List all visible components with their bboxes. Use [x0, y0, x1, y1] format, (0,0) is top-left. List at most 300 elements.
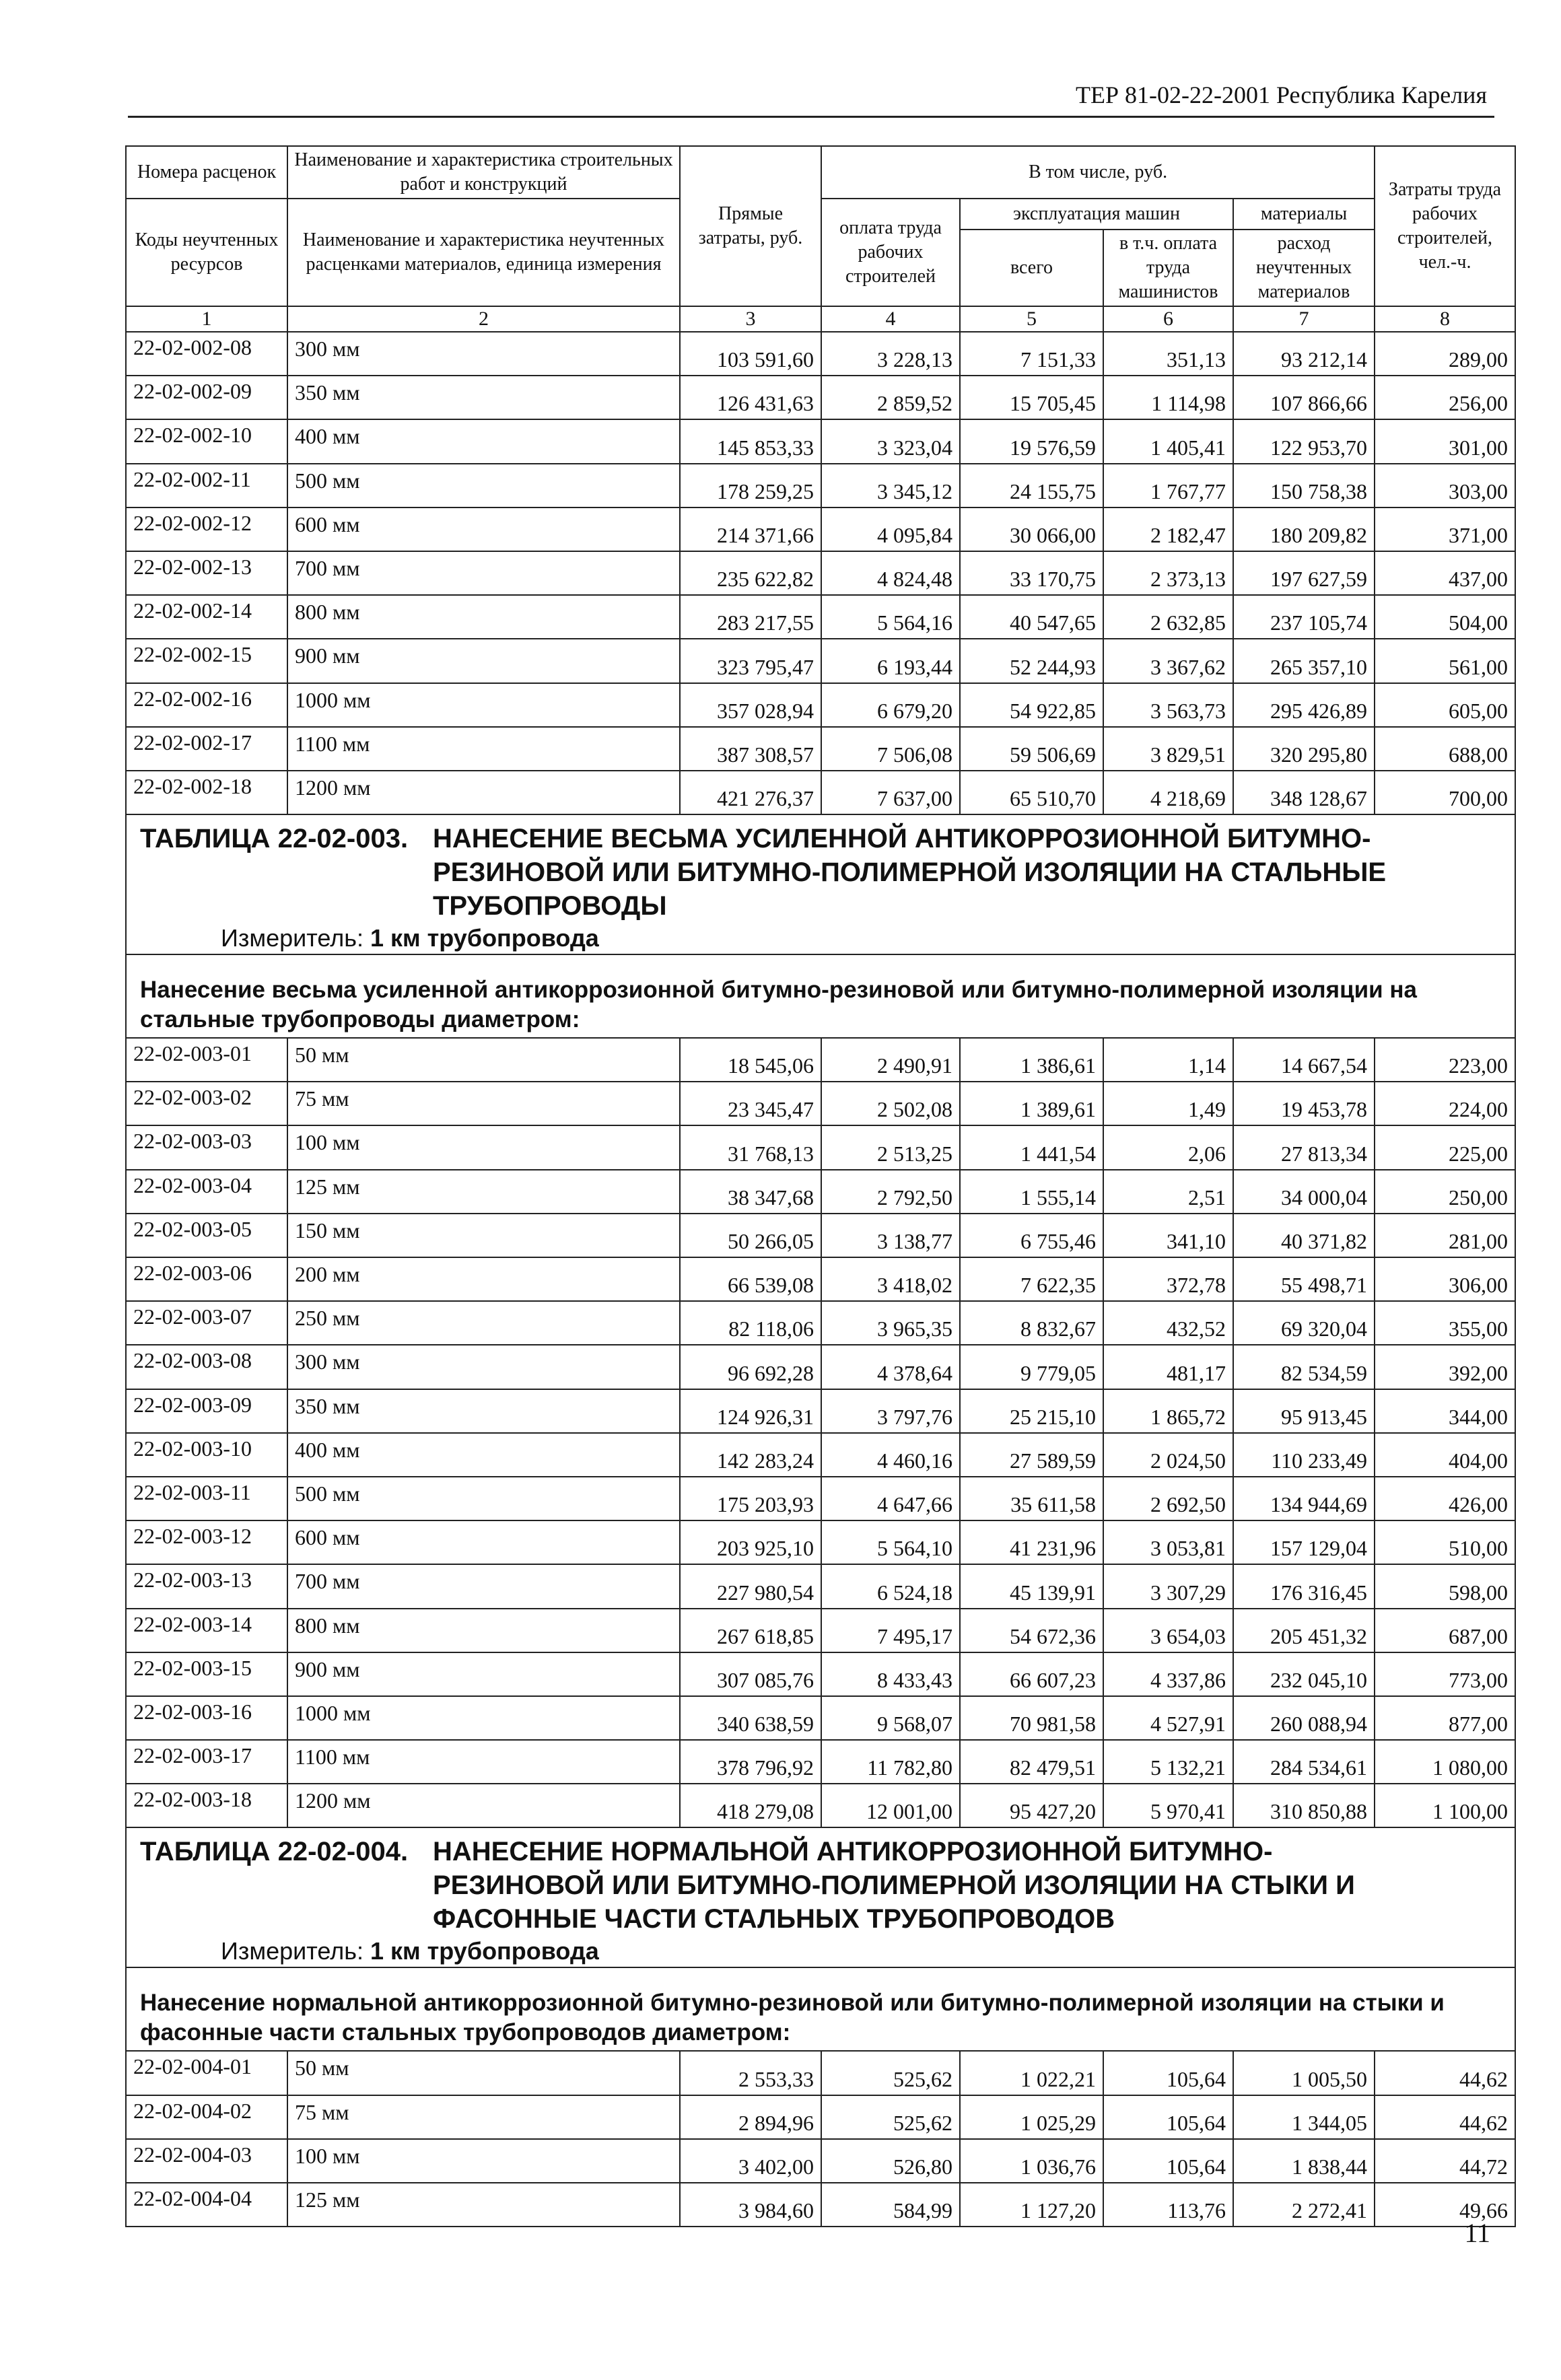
- column-number: 3: [680, 306, 821, 332]
- rate-code: 22-02-003-18: [126, 1784, 287, 1827]
- direct-costs-cell: 175 203,93: [680, 1477, 821, 1520]
- wage-cell: 3 797,76: [821, 1389, 960, 1433]
- machines-total-cell: 24 155,75: [960, 464, 1103, 508]
- rate-code: 22-02-002-14: [126, 595, 287, 639]
- table-row: [126, 1433, 1515, 1477]
- direct-costs-cell: 142 283,24: [680, 1433, 821, 1477]
- direct-costs-cell: 267 618,85: [680, 1609, 821, 1652]
- direct-costs-cell: 126 431,63: [680, 376, 821, 419]
- machinist-wage-cell: 3 563,73: [1103, 683, 1233, 727]
- machinist-wage-cell: 2 182,47: [1103, 508, 1233, 551]
- rate-code: 22-02-002-10: [126, 419, 287, 463]
- table-row: [126, 1257, 1515, 1301]
- column-number: 5: [960, 306, 1103, 332]
- labor-cell: 877,00: [1375, 1696, 1515, 1740]
- machines-total-cell: 82 479,51: [960, 1740, 1103, 1784]
- machines-total-cell: 25 215,10: [960, 1389, 1103, 1433]
- rate-code: 22-02-002-08: [126, 332, 287, 376]
- direct-costs-cell: 378 796,92: [680, 1740, 821, 1784]
- table-title-line: РЕЗИНОВОЙ ИЛИ БИТУМНО-ПОЛИМЕРНОЙ ИЗОЛЯЦИИ НА СТАЛЬНЫЕ: [433, 858, 1387, 888]
- wage-cell: 2 502,08: [821, 1082, 960, 1125]
- labor-cell: 250,00: [1375, 1170, 1515, 1214]
- page-number: 11: [1464, 2218, 1490, 2248]
- machines-total-cell: 1 022,21: [960, 2051, 1103, 2095]
- labor-cell: 687,00: [1375, 1609, 1515, 1652]
- direct-costs-cell: 82 118,06: [680, 1301, 821, 1345]
- rate-code: 22-02-003-03: [126, 1125, 287, 1169]
- document-header-title: ТЕР 81-02-22-2001 Республика Карелия: [1075, 81, 1487, 108]
- materials-cell: 40 371,82: [1233, 1214, 1375, 1257]
- direct-costs-cell: 178 259,25: [680, 464, 821, 508]
- wage-cell: 2 490,91: [821, 1038, 960, 1082]
- machinist-wage-cell: 113,76: [1103, 2183, 1233, 2227]
- rate-code: 22-02-002-11: [126, 464, 287, 508]
- materials-cell: 157 129,04: [1233, 1520, 1375, 1564]
- machinist-wage-cell: 105,64: [1103, 2051, 1233, 2095]
- rate-code: 22-02-003-01: [126, 1038, 287, 1082]
- materials-cell: 180 209,82: [1233, 508, 1375, 551]
- col-header-including: В том числе, руб.: [821, 146, 1375, 199]
- item-name: 1200 мм: [287, 1784, 680, 1827]
- table-row: [126, 595, 1515, 639]
- item-name: 700 мм: [287, 1564, 680, 1608]
- table-title: [140, 1835, 1501, 1936]
- item-name: 700 мм: [287, 551, 680, 595]
- meter-value: 1 км трубопровода: [370, 924, 599, 952]
- table-row: [126, 2139, 1515, 2183]
- labor-cell: 49,66: [1375, 2183, 1515, 2227]
- rate-code: 22-02-003-06: [126, 1257, 287, 1301]
- direct-costs-cell: 38 347,68: [680, 1170, 821, 1214]
- table-row: [126, 2051, 1515, 2095]
- wage-cell: 2 792,50: [821, 1170, 960, 1214]
- item-name: 350 мм: [287, 376, 680, 419]
- labor-cell: 392,00: [1375, 1345, 1515, 1389]
- materials-cell: 310 850,88: [1233, 1784, 1375, 1827]
- column-number: 7: [1233, 306, 1375, 332]
- machinist-wage-cell: 2 024,50: [1103, 1433, 1233, 1477]
- table-meter: [140, 1936, 1501, 1967]
- table-title: [140, 822, 1501, 923]
- machinist-wage-cell: 3 829,51: [1103, 727, 1233, 771]
- item-name: 150 мм: [287, 1214, 680, 1257]
- item-name: 125 мм: [287, 2183, 680, 2227]
- materials-cell: 122 953,70: [1233, 419, 1375, 463]
- table-row: [126, 1784, 1515, 1827]
- table-row: [126, 551, 1515, 595]
- table-row: [126, 2183, 1515, 2227]
- wage-cell: 525,62: [821, 2051, 960, 2095]
- col-header-materials: материалы: [1233, 199, 1375, 230]
- materials-cell: 265 357,10: [1233, 639, 1375, 682]
- wage-cell: 584,99: [821, 2183, 960, 2227]
- col-header-work-name: Наименование и характеристика строительных работ и конструкций: [287, 146, 680, 199]
- direct-costs-cell: 387 308,57: [680, 727, 821, 771]
- labor-cell: 355,00: [1375, 1301, 1515, 1345]
- rate-code: 22-02-002-12: [126, 508, 287, 551]
- materials-cell: 237 105,74: [1233, 595, 1375, 639]
- item-name: 500 мм: [287, 464, 680, 508]
- machines-total-cell: 1 441,54: [960, 1125, 1103, 1169]
- materials-cell: 1 344,05: [1233, 2095, 1375, 2139]
- materials-cell: 110 233,49: [1233, 1433, 1375, 1477]
- table-title-line: ФАСОННЫЕ ЧАСТИ СТАЛЬНЫХ ТРУБОПРОВОДОВ: [433, 1904, 1115, 1934]
- rate-code: 22-02-003-09: [126, 1389, 287, 1433]
- wage-cell: 5 564,16: [821, 595, 960, 639]
- table-row: [126, 1477, 1515, 1520]
- meter-value: 1 км трубопровода: [370, 1937, 599, 1965]
- table-meter: [140, 923, 1501, 954]
- machinist-wage-cell: 2 692,50: [1103, 1477, 1233, 1520]
- direct-costs-cell: 31 768,13: [680, 1125, 821, 1169]
- direct-costs-cell: 2 894,96: [680, 2095, 821, 2139]
- rate-code: 22-02-002-16: [126, 683, 287, 727]
- labor-cell: 605,00: [1375, 683, 1515, 727]
- materials-cell: 232 045,10: [1233, 1652, 1375, 1696]
- machines-total-cell: 45 139,91: [960, 1564, 1103, 1608]
- direct-costs-cell: 357 028,94: [680, 683, 821, 727]
- machines-total-cell: 95 427,20: [960, 1784, 1103, 1827]
- column-number: 2: [287, 306, 680, 332]
- rates-table-wrapper: [125, 145, 1515, 2227]
- machinist-wage-cell: 1 865,72: [1103, 1389, 1233, 1433]
- table-row: [126, 1740, 1515, 1784]
- rate-code: 22-02-003-04: [126, 1170, 287, 1214]
- table-row: [126, 771, 1515, 814]
- machinist-wage-cell: 2,51: [1103, 1170, 1233, 1214]
- machinist-wage-cell: 2 632,85: [1103, 595, 1233, 639]
- table-row: [126, 1038, 1515, 1082]
- materials-cell: 176 316,45: [1233, 1564, 1375, 1608]
- direct-costs-cell: 124 926,31: [680, 1389, 821, 1433]
- direct-costs-cell: 96 692,28: [680, 1345, 821, 1389]
- item-name: 1100 мм: [287, 1740, 680, 1784]
- machines-total-cell: 1 025,29: [960, 2095, 1103, 2139]
- direct-costs-cell: 103 591,60: [680, 332, 821, 376]
- materials-cell: 2 272,41: [1233, 2183, 1375, 2227]
- wage-cell: 2 513,25: [821, 1125, 960, 1169]
- labor-cell: 44,72: [1375, 2139, 1515, 2183]
- wage-cell: 4 460,16: [821, 1433, 960, 1477]
- labor-cell: 510,00: [1375, 1520, 1515, 1564]
- machines-total-cell: 15 705,45: [960, 376, 1103, 419]
- table-row: [126, 376, 1515, 419]
- machines-total-cell: 7 151,33: [960, 332, 1103, 376]
- labor-cell: 223,00: [1375, 1038, 1515, 1082]
- table-row: [126, 639, 1515, 682]
- direct-costs-cell: 3 402,00: [680, 2139, 821, 2183]
- rate-code: 22-02-003-15: [126, 1652, 287, 1696]
- table-row: [126, 2095, 1515, 2139]
- table-row: [126, 1170, 1515, 1214]
- labor-cell: 426,00: [1375, 1477, 1515, 1520]
- table-row: [126, 1214, 1515, 1257]
- rate-code: 22-02-003-07: [126, 1301, 287, 1345]
- header-divider: [128, 116, 1494, 118]
- table-title-row: [126, 1827, 1515, 1967]
- item-name: 250 мм: [287, 1301, 680, 1345]
- materials-cell: 320 295,80: [1233, 727, 1375, 771]
- machines-total-cell: 27 589,59: [960, 1433, 1103, 1477]
- rate-code: 22-02-002-15: [126, 639, 287, 682]
- machines-total-cell: 6 755,46: [960, 1214, 1103, 1257]
- labor-cell: 301,00: [1375, 419, 1515, 463]
- machines-total-cell: 65 510,70: [960, 771, 1103, 814]
- direct-costs-cell: 227 980,54: [680, 1564, 821, 1608]
- table-title-cell: [126, 1827, 1515, 1967]
- item-name: 500 мм: [287, 1477, 680, 1520]
- item-name: 100 мм: [287, 2139, 680, 2183]
- rates-table: [125, 145, 1516, 2227]
- table-title-line: ТРУБОПРОВОДЫ: [433, 891, 667, 921]
- col-header-machine-operation: эксплуатация машин: [960, 199, 1233, 230]
- wage-cell: 8 433,43: [821, 1652, 960, 1696]
- direct-costs-cell: 66 539,08: [680, 1257, 821, 1301]
- item-name: 800 мм: [287, 595, 680, 639]
- machines-total-cell: 1 389,61: [960, 1082, 1103, 1125]
- table-row: [126, 1564, 1515, 1608]
- materials-cell: 1 005,50: [1233, 2051, 1375, 2095]
- wage-cell: 6 524,18: [821, 1564, 960, 1608]
- direct-costs-cell: 421 276,37: [680, 771, 821, 814]
- col-header-materials-usage: расход неучтенных материалов: [1233, 230, 1375, 306]
- machines-total-cell: 35 611,58: [960, 1477, 1103, 1520]
- labor-cell: 306,00: [1375, 1257, 1515, 1301]
- column-number: 8: [1375, 306, 1515, 332]
- item-name: 1000 мм: [287, 1696, 680, 1740]
- machinist-wage-cell: 3 053,81: [1103, 1520, 1233, 1564]
- materials-cell: 1 838,44: [1233, 2139, 1375, 2183]
- labor-cell: 437,00: [1375, 551, 1515, 595]
- item-name: 75 мм: [287, 2095, 680, 2139]
- rate-code: 22-02-002-09: [126, 376, 287, 419]
- labor-cell: 256,00: [1375, 376, 1515, 419]
- meter-label: Измеритель:: [221, 1937, 363, 1965]
- item-name: 100 мм: [287, 1125, 680, 1169]
- rate-code: 22-02-004-04: [126, 2183, 287, 2227]
- machines-total-cell: 8 832,67: [960, 1301, 1103, 1345]
- labor-cell: 371,00: [1375, 508, 1515, 551]
- machinist-wage-cell: 1 405,41: [1103, 419, 1233, 463]
- materials-cell: 14 667,54: [1233, 1038, 1375, 1082]
- table-row: [126, 1389, 1515, 1433]
- item-name: 900 мм: [287, 1652, 680, 1696]
- item-name: 600 мм: [287, 508, 680, 551]
- machines-total-cell: 7 622,35: [960, 1257, 1103, 1301]
- materials-cell: 150 758,38: [1233, 464, 1375, 508]
- table-number: ТАБЛИЦА 22-02-004.: [140, 1837, 409, 1867]
- wage-cell: 7 495,17: [821, 1609, 960, 1652]
- section-subheading: Нанесение весьма усиленной антикоррозионной битумно-резиновой или битумно-полимерной изоляции на стальные трубопроводы диаметром:: [126, 954, 1515, 1038]
- machinist-wage-cell: 341,10: [1103, 1214, 1233, 1257]
- rate-code: 22-02-003-02: [126, 1082, 287, 1125]
- rate-code: 22-02-003-13: [126, 1564, 287, 1608]
- item-name: 900 мм: [287, 639, 680, 682]
- item-name: 1000 мм: [287, 683, 680, 727]
- wage-cell: 11 782,80: [821, 1740, 960, 1784]
- table-title-row: [126, 814, 1515, 954]
- direct-costs-cell: 418 279,08: [680, 1784, 821, 1827]
- machinist-wage-cell: 1 767,77: [1103, 464, 1233, 508]
- wage-cell: 4 378,64: [821, 1345, 960, 1389]
- labor-cell: 404,00: [1375, 1433, 1515, 1477]
- direct-costs-cell: 323 795,47: [680, 639, 821, 682]
- machines-total-cell: 66 607,23: [960, 1652, 1103, 1696]
- table-row: [126, 1520, 1515, 1564]
- col-header-resource-codes: Коды неучтенных ресурсов: [126, 199, 287, 306]
- wage-cell: 4 647,66: [821, 1477, 960, 1520]
- machines-total-cell: 70 981,58: [960, 1696, 1103, 1740]
- column-number: 4: [821, 306, 960, 332]
- machinist-wage-cell: 5 970,41: [1103, 1784, 1233, 1827]
- direct-costs-cell: 214 371,66: [680, 508, 821, 551]
- direct-costs-cell: 203 925,10: [680, 1520, 821, 1564]
- labor-cell: 773,00: [1375, 1652, 1515, 1696]
- table-title-line: РЕЗИНОВОЙ ИЛИ БИТУМНО-ПОЛИМЕРНОЙ ИЗОЛЯЦИИ НА СТЫКИ И: [433, 1870, 1355, 1901]
- table-row: [126, 332, 1515, 376]
- machines-total-cell: 19 576,59: [960, 419, 1103, 463]
- item-name: 350 мм: [287, 1389, 680, 1433]
- materials-cell: 260 088,94: [1233, 1696, 1375, 1740]
- table-row: [126, 1609, 1515, 1652]
- materials-cell: 19 453,78: [1233, 1082, 1375, 1125]
- machines-total-cell: 41 231,96: [960, 1520, 1103, 1564]
- table-row: [126, 1652, 1515, 1696]
- labor-cell: 688,00: [1375, 727, 1515, 771]
- machines-total-cell: 9 779,05: [960, 1345, 1103, 1389]
- labor-cell: 44,62: [1375, 2051, 1515, 2095]
- rate-code: 22-02-004-02: [126, 2095, 287, 2139]
- table-title-line: НАНЕСЕНИЕ НОРМАЛЬНОЙ АНТИКОРРОЗИОННОЙ БИТУМНО-: [433, 1837, 1273, 1867]
- wage-cell: 4 824,48: [821, 551, 960, 595]
- meter-label: Измеритель:: [221, 924, 363, 952]
- machines-total-cell: 1 386,61: [960, 1038, 1103, 1082]
- materials-cell: 295 426,89: [1233, 683, 1375, 727]
- direct-costs-cell: 23 345,47: [680, 1082, 821, 1125]
- rate-code: 22-02-003-12: [126, 1520, 287, 1564]
- labor-cell: 224,00: [1375, 1082, 1515, 1125]
- item-name: 50 мм: [287, 2051, 680, 2095]
- materials-cell: 95 913,45: [1233, 1389, 1375, 1433]
- labor-cell: 598,00: [1375, 1564, 1515, 1608]
- machines-total-cell: 30 066,00: [960, 508, 1103, 551]
- table-header: [126, 146, 1515, 306]
- wage-cell: 3 418,02: [821, 1257, 960, 1301]
- item-name: 400 мм: [287, 419, 680, 463]
- materials-cell: 348 128,67: [1233, 771, 1375, 814]
- section-subheading-row: [126, 1967, 1515, 2051]
- table-row: [126, 1082, 1515, 1125]
- table-number: ТАБЛИЦА 22-02-003.: [140, 824, 409, 854]
- table-title-line: НАНЕСЕНИЕ ВЕСЬМА УСИЛЕННОЙ АНТИКОРРОЗИОННОЙ БИТУМНО-: [433, 824, 1371, 854]
- direct-costs-cell: 283 217,55: [680, 595, 821, 639]
- table-row: [126, 1125, 1515, 1169]
- machines-total-cell: 54 672,36: [960, 1609, 1103, 1652]
- wage-cell: 7 506,08: [821, 727, 960, 771]
- labor-cell: 700,00: [1375, 771, 1515, 814]
- machines-total-cell: 40 547,65: [960, 595, 1103, 639]
- col-header-rate-numbers: Номера расценок: [126, 146, 287, 199]
- labor-cell: 303,00: [1375, 464, 1515, 508]
- materials-cell: 82 534,59: [1233, 1345, 1375, 1389]
- materials-cell: 27 813,34: [1233, 1125, 1375, 1169]
- labor-cell: 344,00: [1375, 1389, 1515, 1433]
- direct-costs-cell: 340 638,59: [680, 1696, 821, 1740]
- labor-cell: 225,00: [1375, 1125, 1515, 1169]
- materials-cell: 284 534,61: [1233, 1740, 1375, 1784]
- machines-total-cell: 54 922,85: [960, 683, 1103, 727]
- section-subheading-row: [126, 954, 1515, 1038]
- wage-cell: 525,62: [821, 2095, 960, 2139]
- column-number: 1: [126, 306, 287, 332]
- table-row: [126, 683, 1515, 727]
- table-row: [126, 508, 1515, 551]
- wage-cell: 3 323,04: [821, 419, 960, 463]
- column-number: 6: [1103, 306, 1233, 332]
- materials-cell: 69 320,04: [1233, 1301, 1375, 1345]
- item-name: 1200 мм: [287, 771, 680, 814]
- item-name: 75 мм: [287, 1082, 680, 1125]
- machines-total-cell: 1 555,14: [960, 1170, 1103, 1214]
- wage-cell: 3 138,77: [821, 1214, 960, 1257]
- materials-cell: 93 212,14: [1233, 332, 1375, 376]
- direct-costs-cell: 2 553,33: [680, 2051, 821, 2095]
- table-title-cell: [126, 814, 1515, 954]
- materials-cell: 55 498,71: [1233, 1257, 1375, 1301]
- rate-code: 22-02-003-05: [126, 1214, 287, 1257]
- machinist-wage-cell: 4 527,91: [1103, 1696, 1233, 1740]
- wage-cell: 7 637,00: [821, 771, 960, 814]
- materials-cell: 197 627,59: [1233, 551, 1375, 595]
- table-row: [126, 1696, 1515, 1740]
- item-name: 1100 мм: [287, 727, 680, 771]
- wage-cell: 3 345,12: [821, 464, 960, 508]
- rate-code: 22-02-003-14: [126, 1609, 287, 1652]
- labor-cell: 504,00: [1375, 595, 1515, 639]
- materials-cell: 205 451,32: [1233, 1609, 1375, 1652]
- item-name: 200 мм: [287, 1257, 680, 1301]
- labor-cell: 1 100,00: [1375, 1784, 1515, 1827]
- labor-cell: 289,00: [1375, 332, 1515, 376]
- rate-code: 22-02-003-17: [126, 1740, 287, 1784]
- col-header-direct-costs: Прямые затраты, руб.: [680, 146, 821, 306]
- machines-total-cell: 59 506,69: [960, 727, 1103, 771]
- table-row: [126, 419, 1515, 463]
- machinist-wage-cell: 1,14: [1103, 1038, 1233, 1082]
- machinist-wage-cell: 3 367,62: [1103, 639, 1233, 682]
- labor-cell: 561,00: [1375, 639, 1515, 682]
- item-name: 400 мм: [287, 1433, 680, 1477]
- col-header-material-name: Наименование и характеристика неучтенных расценками материалов, единица измерения: [287, 199, 680, 306]
- section-subheading: Нанесение нормальной антикоррозионной битумно-резиновой или битумно-полимерной изоляции на стыки и фасонные части стальных трубопроводов диаметром:: [126, 1967, 1515, 2051]
- table-row: [126, 1345, 1515, 1389]
- wage-cell: 6 193,44: [821, 639, 960, 682]
- wage-cell: 2 859,52: [821, 376, 960, 419]
- machinist-wage-cell: 105,64: [1103, 2095, 1233, 2139]
- rate-code: 22-02-002-13: [126, 551, 287, 595]
- col-header-labor-costs: Затраты труда рабочих строителей, чел.-ч.: [1375, 146, 1515, 306]
- machinist-wage-cell: 372,78: [1103, 1257, 1233, 1301]
- col-header-machinist-wage: в т.ч. оплата труда машинистов: [1103, 230, 1233, 306]
- wage-cell: 9 568,07: [821, 1696, 960, 1740]
- direct-costs-cell: 307 085,76: [680, 1652, 821, 1696]
- machines-total-cell: 1 036,76: [960, 2139, 1103, 2183]
- machinist-wage-cell: 5 132,21: [1103, 1740, 1233, 1784]
- machinist-wage-cell: 1 114,98: [1103, 376, 1233, 419]
- column-number-row: [126, 306, 1515, 332]
- machinist-wage-cell: 4 218,69: [1103, 771, 1233, 814]
- table-body: [126, 306, 1515, 2227]
